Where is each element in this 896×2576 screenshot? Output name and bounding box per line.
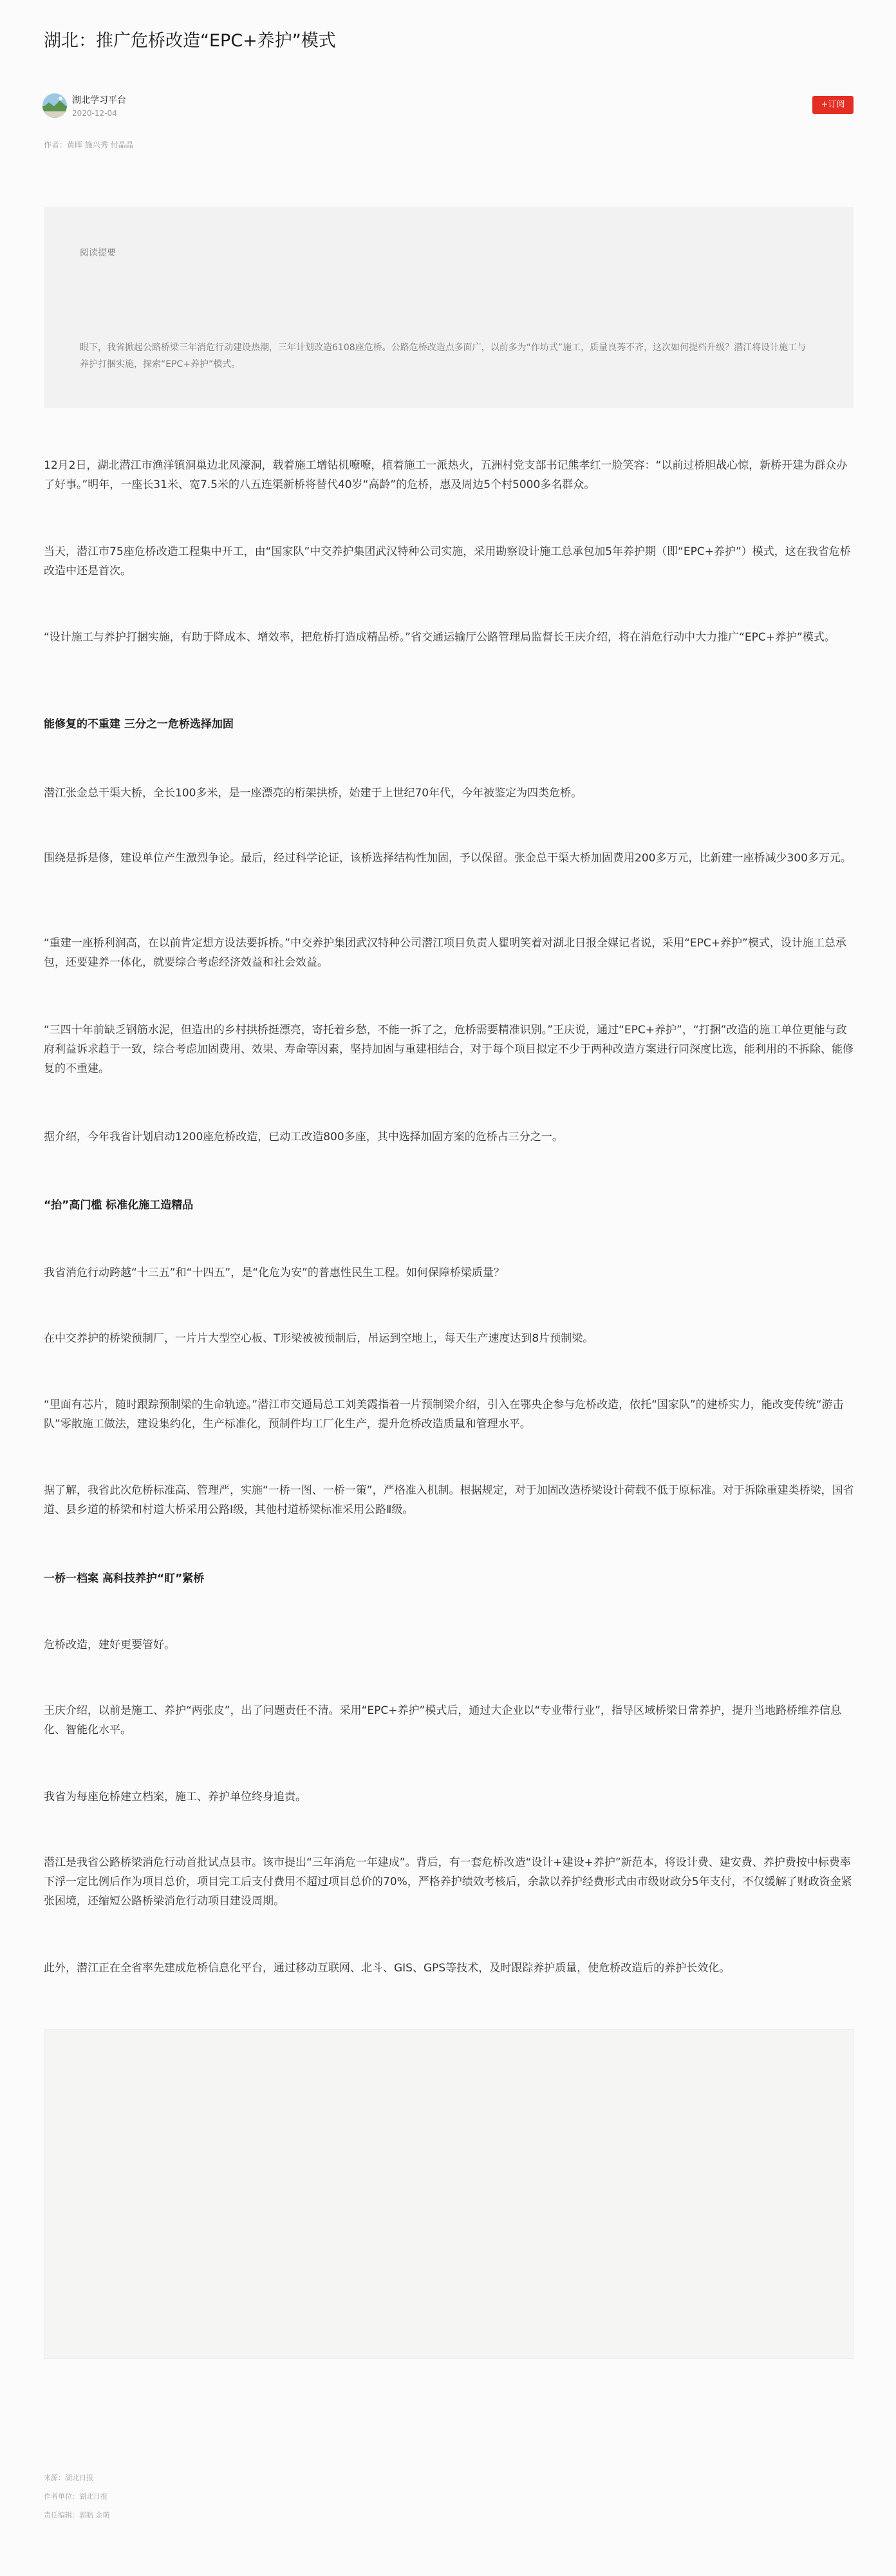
author-avatar[interactable] <box>42 93 67 118</box>
author-name[interactable]: 湖北学习平台 <box>72 95 126 106</box>
subscribe-button[interactable]: +订阅 <box>812 96 854 114</box>
body-paragraph: 潜江张金总干渠大桥，全长100多米，是一座漂亮的桁架拱桥，始建于上世纪70年代，今年被鉴定为四类危桥。 <box>44 787 583 800</box>
footer-source: 来源：湖北日报 <box>44 2474 93 2482</box>
body-paragraph: 王庆介绍，以前是施工、养护“两张皮”，出了问题责任不清。采用“EPC+养护”模式后，通过大企业以“专业带行业”，指导区域桥梁日常养护，提升当地路桥维养信息化、智能化水平。 <box>44 1704 841 1736</box>
section-heading: 能修复的不重建 三分之一危桥选择加固 <box>44 718 234 731</box>
body-paragraph: “三四十年前缺乏钢筋水泥，但造出的乡村拱桥挺漂亮，寄托着乡愁，不能一拆了之，危桥需要精准识别。”王庆说，通过“EPC+养护”，“打捆”改造的施工单位更能与政府利益诉求趋于一致，综合考虑加固费用、效果、寿命等因素，坚持加固与重建相结合，对于每个项目拟定不少于两种改造方案进行同深度比选，能利用的不拆除、能修复的不重建。 <box>44 1024 854 1075</box>
body-paragraph: 当天，潜江市75座危桥改造工程集中开工，由“国家队”中交养护集团武汉特种公司实施，采用勘察设计施工总承包加5年养护期（即“EPC+养护”）模式，这在我省危桥改造中还是首次。 <box>44 545 851 578</box>
body-paragraph: 12月2日，湖北潜江市渔洋镇洞巢边北凤濠洞，载着施工增钻机嘹嘹，植着施工一派热火，五洲村党支部书记熊孝红一脸笑容：“以前过桥胆战心惊，新桥开建为群众办了好事。”明年，一座长31米、宽7.5米的八五连渠新桥将替代40岁“高龄”的危桥，惠及周边5个村5000多名群众。 <box>44 459 848 491</box>
body-paragraph: 围绕是拆是修，建设单位产生激烈争论。最后，经过科学论证，该桥选择结构性加固，予以保留。张金总干渠大桥加固费用200多万元，比新建一座桥减少300多万元。 <box>44 852 852 865</box>
body-paragraph: 我省为每座危桥建立档案，施工、养护单位终身追责。 <box>44 1791 306 1803</box>
footer-editor: 责任编辑：郭皓 余萌 <box>44 2511 110 2519</box>
body-paragraph: “里面有芯片，随时跟踪预制梁的生命轨迹。”潜江市交通局总工刘美霞指着一片预制梁介绍，引入在鄂央企参与危桥改造，依托“国家队”的建桥实力，能改变传统“游击队”零散施工做法，建设集约化，生产标准化，预制件均工厂化生产，提升危桥改造质量和管理水平。 <box>44 1398 844 1431</box>
summary-text: 眼下，我省掀起公路桥梁三年消危行动建设热潮，三年计划改造6108座危桥。公路危桥改造点多面广，以前多为“作坊式”施工，质量良莠不齐，这次如何提档升级？潜江将设计施工与养护打捆实施，探索“EPC+养护”模式。 <box>80 343 807 370</box>
section-heading: “抬”高门槛 标准化施工造精品 <box>44 1199 194 1212</box>
avatar-landscape-icon <box>42 93 67 118</box>
body-paragraph: 我省消危行动跨越“十三五”和“十四五”，是“化危为安”的普惠性民生工程。如何保障桥梁质量？ <box>44 1266 505 1279</box>
body-paragraph: “设计施工与养护打捆实施，有助于降成本、增效率，把危桥打造成精品桥。”省交通运输厅公路管理局监督长王庆介绍，将在消危行动中大力推广“EPC+养护”模式。 <box>44 631 835 644</box>
body-paragraph: “重建一座桥利润高，在以前肯定想方设法要拆桥。”中交养护集团武汉特种公司潜江项目负责人瞿明笑着对湖北日报全媒记者说，采用“EPC+养护”模式，设计施工总承包，还要建养一体化，就要综合考虑经济效益和社会效益。 <box>44 937 846 969</box>
article-title: 湖北：推广危桥改造“EPC+养护”模式 <box>44 31 336 51</box>
body-paragraph: 在中交养护的桥梁预制厂，一片片大型空心板、T形梁被被预制后，吊运到空地上，每天生产速度达到8片预制梁。 <box>44 1332 594 1345</box>
body-paragraph: 潜江是我省公路桥梁消危行动首批试点县市。该市提出“三年消危一年建成”。背后，有一套危桥改造“设计+建设+养护”新范本，将设计费、建安费、养护费按中标费率下浮一定比例后作为项目总价，项目完工后支付费用不超过项目总价的70%，严格养护绩效考核后，余款以养护经费形式由市级财政分5年支付，不仅缓解了财政资金紧张困境，还缩短公路桥梁消危行动项目建设周期。 <box>44 1856 852 1908</box>
body-paragraph: 据介绍，今年我省计划启动1200座危桥改造，已动工改造800多座，其中选择加固方案的危桥占三分之一。 <box>44 1131 563 1143</box>
article-byline: 作者：黄晖 施兴秀 付晶晶 <box>44 140 134 149</box>
body-paragraph: 此外，潜江正在全省率先建成危桥信息化平台，通过移动互联网、北斗、GIS、GPS等技术，及时跟踪养护质量，使危桥改造后的养护长效化。 <box>44 1962 731 1975</box>
summary-label: 阅读提要 <box>80 248 116 258</box>
body-paragraph: 危桥改造，建好更要管好。 <box>44 1639 175 1651</box>
summary-box <box>44 207 854 408</box>
footer-publisher: 作者单位：湖北日报 <box>44 2492 107 2501</box>
section-heading: 一桥一档案 高科技养护“盯”紧桥 <box>44 1572 205 1585</box>
publish-date: 2020-12-04 <box>72 109 117 118</box>
body-paragraph: 据了解，我省此次危桥标准高、管理严，实施“一桥一图、一桥一策”，严格准入机制。根据规定，对于加固改造桥梁设计荷载不低于原标准。对于拆除重建类桥梁，国省道、县乡道的桥梁和村道大桥采用公路Ⅰ级，其他村道桥梁标准采用公路Ⅱ级。 <box>44 1484 854 1516</box>
article-image <box>44 2029 854 2359</box>
